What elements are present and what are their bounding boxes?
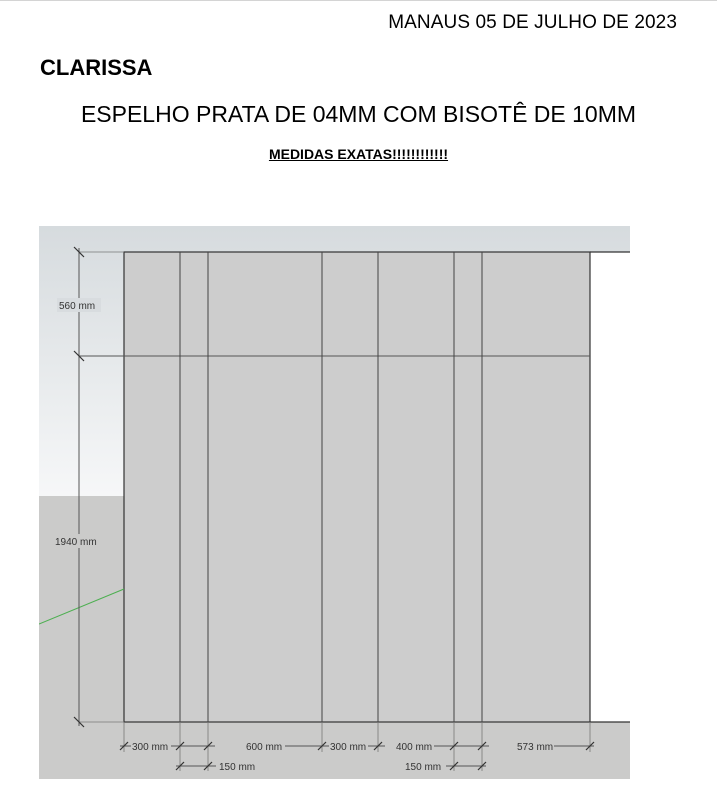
- exact-measurements-note: MEDIDAS EXATAS!!!!!!!!!!!!: [268, 146, 449, 162]
- dimension-label-300: 300 mm: [132, 742, 169, 753]
- dimension-label-1940: 1940 mm: [55, 537, 97, 548]
- right-white-area: [590, 252, 630, 722]
- client-name: CLARISSA: [40, 55, 153, 80]
- dimension-label-150: 150 mm: [219, 762, 256, 773]
- drawing-svg: [39, 226, 630, 779]
- dimension-label-400: 400 mm: [396, 742, 433, 753]
- page-top-border: [0, 0, 717, 1]
- dimension-label-560: 560 mm: [59, 301, 96, 312]
- mirror-panel: [124, 252, 590, 722]
- mirror-technical-drawing: [39, 226, 630, 779]
- dimension-label-150: 150 mm: [405, 762, 442, 773]
- mirror-specification: ESPELHO PRATA DE 04MM COM BISOTÊ DE 10MM: [80, 101, 637, 127]
- dimension-label-600: 600 mm: [246, 742, 283, 753]
- document-date: MANAUS 05 DE JULHO DE 2023: [388, 12, 677, 33]
- dimension-label-573: 573 mm: [517, 742, 554, 753]
- dimension-label-300: 300 mm: [330, 742, 367, 753]
